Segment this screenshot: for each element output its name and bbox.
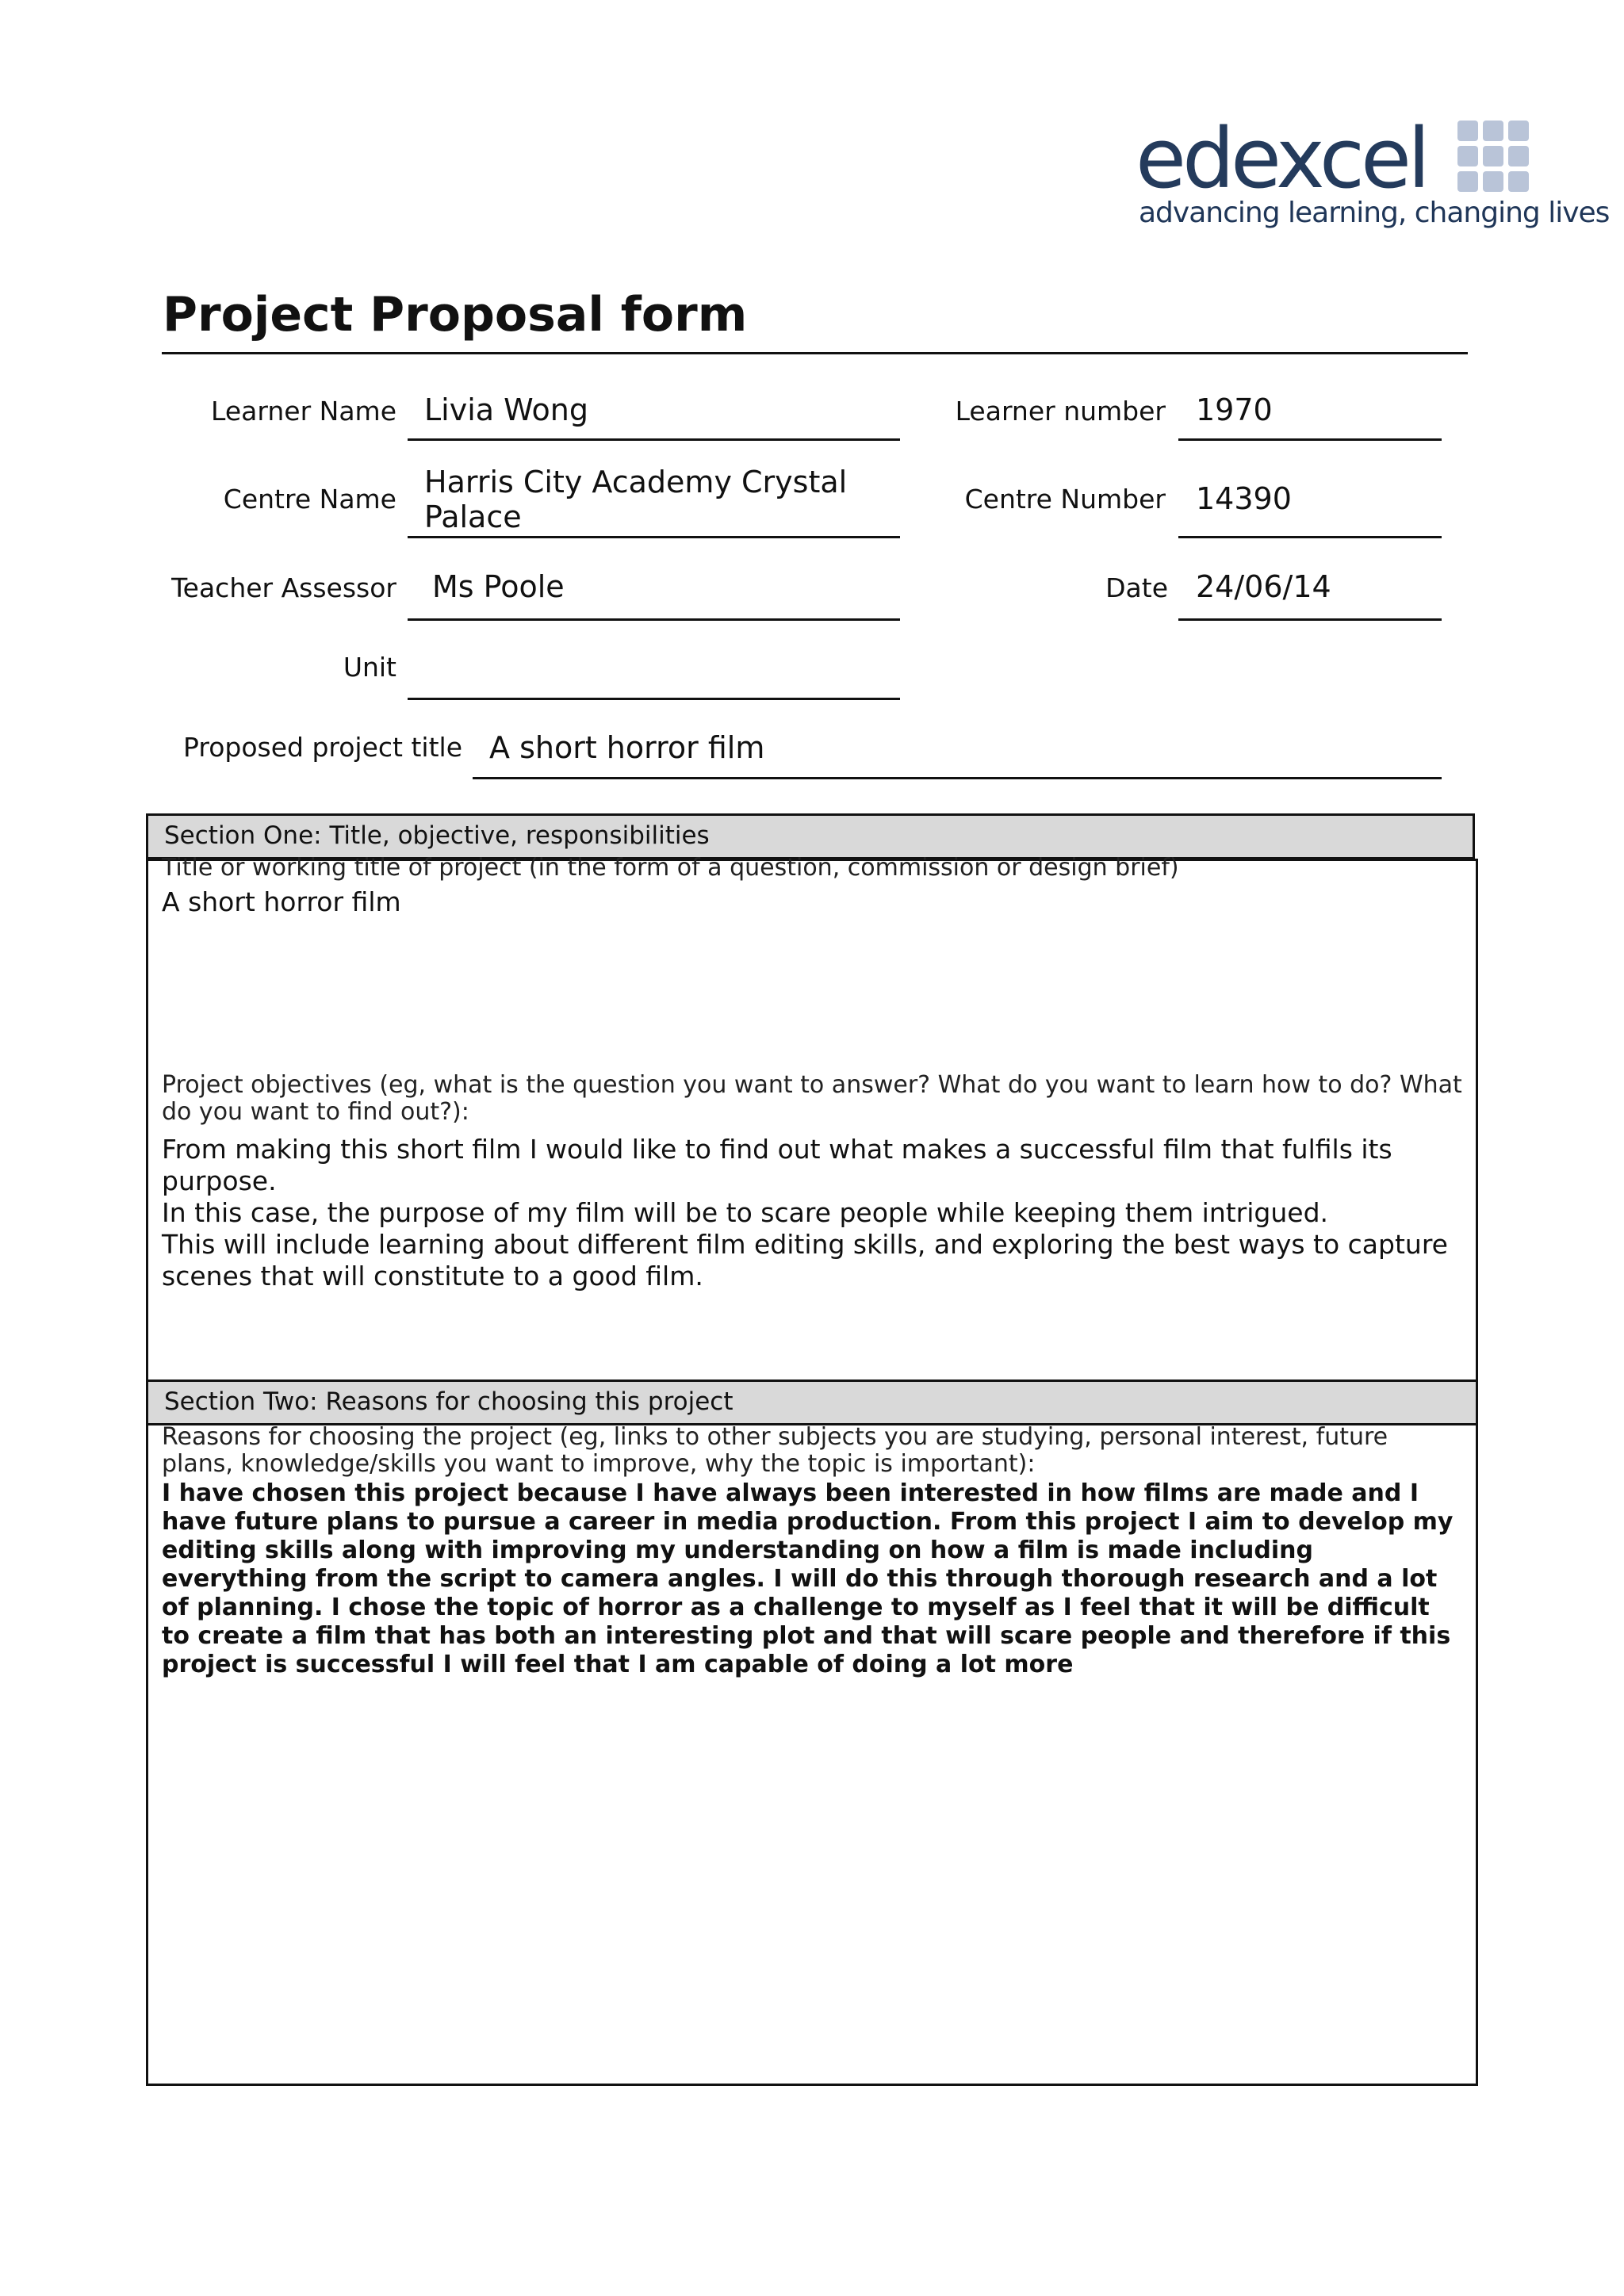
- reasons-prompt: Reasons for choosing the project (eg, links to other subjects you are studying, personal interest, future plans, knowledge/skills you want to improve, why the topic is important):: [162, 1423, 1388, 1478]
- proposed-title-value[interactable]: A short horror film: [489, 730, 765, 765]
- title-answer[interactable]: A short horror film: [162, 886, 401, 917]
- objectives-answer-line: From making this short film I would like to find out what makes a successful film that fulfils its purpose.: [162, 1134, 1392, 1196]
- objectives-answer[interactable]: [162, 1134, 1462, 1292]
- page-title: Project Proposal form: [163, 287, 748, 342]
- learner-name-underline: [408, 438, 900, 441]
- teacher-assessor-underline: [408, 618, 900, 621]
- section-two-header: Section Two: Reasons for choosing this project: [146, 1380, 1478, 1425]
- centre-name-underline: [408, 536, 900, 538]
- date-label: Date: [1105, 572, 1168, 603]
- date-underline: [1178, 618, 1442, 621]
- logo-tagline: advancing learning, changing lives: [1139, 197, 1610, 229]
- logo-wordmark: edexcel: [1136, 110, 1427, 207]
- centre-name-value[interactable]: Harris City Academy Crystal Palace: [424, 465, 848, 534]
- learner-number-value[interactable]: 1970: [1196, 392, 1273, 427]
- objectives-prompt: Project objectives (eg, what is the question you want to answer? What do you want to learn how to do? What do you want to find out?):: [162, 1071, 1462, 1126]
- reasons-answer[interactable]: I have chosen this project because I have always been interested in how films are made and I have future plans to pursue a career in media production. From this project I aim to develop my editing skills along with improving my understanding on how a film is made including everything from the script to camera angles. I will do this through thorough research and a lot of planning. I chose the topic of horror as a challenge to myself as I feel that it will be difficult to create a film that has both an interesting plot and that will scare people and therefore if this project is successful I will feel that I am capable of doing a lot more: [162, 1479, 1454, 1678]
- logo-grid-icon: [1457, 121, 1532, 192]
- section-one-header: Section One: Title, objective, responsibilities: [146, 813, 1475, 859]
- learner-number-underline: [1178, 438, 1442, 441]
- objectives-answer-line: This will include learning about different film editing skills, and exploring the best ways to capture scenes that will constitute to a good film.: [162, 1229, 1448, 1292]
- proposed-title-underline: [473, 777, 1442, 779]
- unit-underline: [408, 698, 900, 700]
- centre-number-label: Centre Number: [964, 484, 1166, 515]
- learner-number-label: Learner number: [955, 396, 1166, 427]
- title-prompt: Title or working title of project (in the form of a question, commission or design brief): [162, 854, 1179, 882]
- centre-name-label: Centre Name: [223, 484, 396, 515]
- teacher-assessor-label: Teacher Assessor: [171, 572, 396, 603]
- learner-name-value[interactable]: Livia Wong: [424, 392, 588, 427]
- objectives-answer-line: In this case, the purpose of my film will be to scare people while keeping them intrigued.: [162, 1197, 1329, 1228]
- title-divider: [162, 352, 1468, 354]
- unit-label: Unit: [343, 652, 396, 683]
- learner-name-label: Learner Name: [211, 396, 396, 427]
- centre-number-underline: [1178, 536, 1442, 538]
- edexcel-logo: [1136, 110, 1610, 236]
- proposed-title-label: Proposed project title: [183, 732, 462, 763]
- date-value[interactable]: 24/06/14: [1196, 569, 1331, 604]
- centre-number-value[interactable]: 14390: [1196, 481, 1292, 516]
- teacher-assessor-value[interactable]: Ms Poole: [432, 569, 565, 604]
